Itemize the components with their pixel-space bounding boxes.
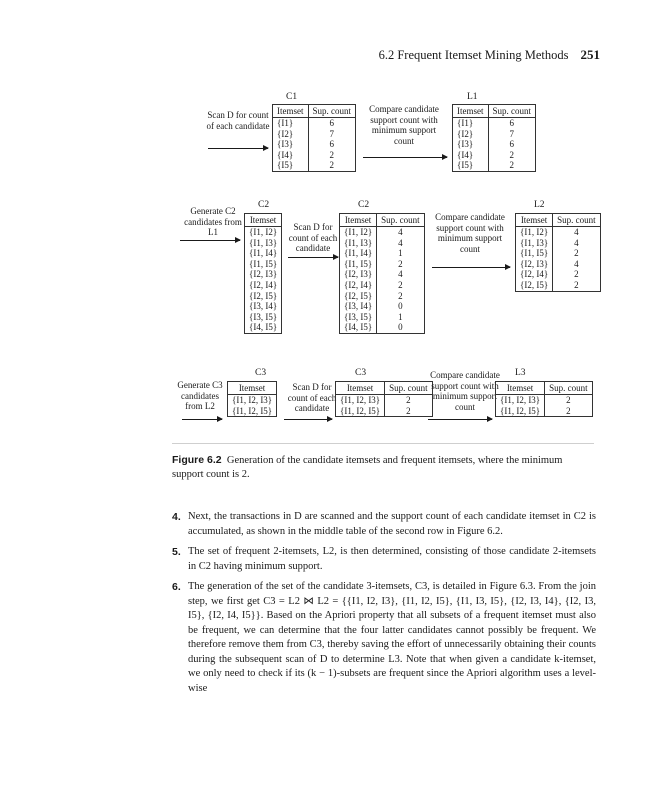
itemset-header: Itemset (228, 382, 277, 395)
scan-label-row3: Scan D for count of each candidate (287, 382, 337, 413)
itemset-cell: {I2, I4} (245, 280, 282, 291)
itemset-cell: {I1, I2, I5} (228, 406, 277, 417)
step-list (172, 510, 596, 702)
generate-label-row3: Generate C3 candidates from L2 (177, 380, 223, 411)
sup-count-header: Sup. count (308, 105, 356, 118)
sup-count-cell: 2 (553, 269, 601, 280)
table-row (245, 322, 282, 333)
table-row (245, 248, 282, 259)
l1-title: L1 (467, 92, 478, 102)
table-header-row (496, 382, 593, 395)
table-header-row (453, 105, 536, 118)
table-header-row (516, 214, 601, 227)
itemset-table (272, 104, 356, 172)
arrow-compare-row3 (428, 419, 492, 420)
itemset-header: Itemset (336, 382, 385, 395)
arrow-scan-row2 (288, 257, 338, 258)
sup-count-cell: 2 (488, 160, 536, 171)
item-text: Next, the transactions in D are scanned and the support count of each candidate itemset in C2 is accumulated, as shown in the middle table of the second row in Figure 6.2. (188, 511, 596, 537)
c3-itemset-table (227, 381, 277, 417)
table-row (453, 118, 536, 129)
c3-title-a: C3 (255, 368, 267, 378)
list-item (172, 580, 596, 696)
section-title: 6.2 Frequent Itemset Mining Methods (378, 48, 569, 62)
arrow-scan-row1 (208, 148, 268, 149)
table-row (516, 280, 601, 291)
sup-count-cell: 1 (377, 248, 425, 259)
itemset-cell: {I2, I3} (516, 259, 553, 270)
table-row (245, 312, 282, 323)
table-row (340, 259, 425, 270)
table-row (245, 227, 282, 238)
table-row (336, 395, 433, 406)
itemset-cell: {I3, I4} (245, 301, 282, 312)
itemset-cell: {I1, I2, I3} (336, 395, 385, 406)
table-row (340, 322, 425, 333)
figure-caption-text: Generation of the candidate itemsets and frequent itemsets, where the minimum support count is 2. (172, 455, 563, 480)
itemset-header: Itemset (453, 105, 489, 118)
itemset-header: Itemset (516, 214, 553, 227)
arrow-scan-row3 (284, 419, 332, 420)
sup-count-cell: 0 (377, 322, 425, 333)
table-row (228, 406, 277, 417)
sup-count-cell: 2 (488, 150, 536, 161)
sup-count-cell: 4 (377, 227, 425, 238)
l1-table (452, 104, 536, 172)
scan-label-row1: Scan D for count of each candidate (206, 110, 270, 131)
itemset-cell: {I3} (453, 139, 489, 150)
table-row (228, 395, 277, 406)
sup-count-cell: 7 (308, 129, 356, 140)
itemset-table (335, 381, 433, 417)
itemset-cell: {I1, I5} (340, 259, 377, 270)
table-row (273, 139, 356, 150)
item-number: 6. (172, 581, 181, 593)
sup-count-cell: 2 (377, 291, 425, 302)
table-row (496, 406, 593, 417)
c2-count-table (339, 213, 425, 334)
sup-count-cell: 6 (488, 139, 536, 150)
sup-count-cell: 2 (308, 160, 356, 171)
sup-count-cell: 4 (553, 238, 601, 249)
sup-count-cell: 4 (377, 238, 425, 249)
arrow-generate-row3 (182, 419, 222, 420)
table-row (340, 269, 425, 280)
itemset-cell: {I1, I4} (245, 248, 282, 259)
itemset-cell: {I1, I2, I5} (336, 406, 385, 417)
itemset-cell: {I1, I2, I5} (496, 406, 545, 417)
itemset-cell: {I2, I3} (340, 269, 377, 280)
itemset-table (227, 381, 277, 417)
itemset-cell: {I2, I4} (340, 280, 377, 291)
list-item (172, 545, 596, 574)
table-row (453, 129, 536, 140)
itemset-cell: {I1, I3} (245, 238, 282, 249)
sup-count-cell: 6 (488, 118, 536, 129)
arrow-compare-row2 (432, 267, 510, 268)
c1-title: C1 (286, 92, 298, 102)
itemset-cell: {I1, I2} (340, 227, 377, 238)
itemset-cell: {I1, I2, I3} (228, 395, 277, 406)
c3-count-table (335, 381, 433, 417)
table-row (273, 150, 356, 161)
table-header-row (273, 105, 356, 118)
sup-count-cell: 6 (308, 139, 356, 150)
arrow-generate-row2 (180, 240, 240, 241)
sup-count-cell: 2 (553, 280, 601, 291)
itemset-table (244, 213, 282, 334)
itemset-cell: {I1} (453, 118, 489, 129)
table-row (516, 248, 601, 259)
page-number: 251 (580, 47, 600, 62)
arrow-compare-row1 (363, 157, 447, 158)
sup-count-cell: 2 (385, 395, 433, 406)
table-row (340, 227, 425, 238)
itemset-table (515, 213, 601, 292)
sup-count-cell: 2 (377, 259, 425, 270)
sup-count-cell: 6 (308, 118, 356, 129)
table-row (516, 238, 601, 249)
l2-table (515, 213, 601, 292)
sup-count-header: Sup. count (377, 214, 425, 227)
c2-title-b: C2 (358, 200, 370, 210)
table-row (273, 160, 356, 171)
sup-count-cell: 2 (545, 395, 593, 406)
sup-count-cell: 2 (553, 248, 601, 259)
c3-title-b: C3 (355, 368, 367, 378)
sup-count-cell: 7 (488, 129, 536, 140)
table-header-row (340, 214, 425, 227)
itemset-header: Itemset (273, 105, 309, 118)
itemset-cell: {I1, I2} (245, 227, 282, 238)
itemset-header: Itemset (496, 382, 545, 395)
table-header-row (228, 382, 277, 395)
c1-table (272, 104, 356, 172)
caption-rule (172, 443, 594, 444)
itemset-cell: {I1, I3} (516, 238, 553, 249)
sup-count-header: Sup. count (553, 214, 601, 227)
itemset-cell: {I4} (273, 150, 309, 161)
itemset-table (339, 213, 425, 334)
table-row (340, 291, 425, 302)
scan-label-row2: Scan D for count of each candidate (288, 222, 338, 253)
table-row (340, 312, 425, 323)
table-row (340, 248, 425, 259)
l3-table (495, 381, 593, 417)
itemset-table (495, 381, 593, 417)
table-row (516, 259, 601, 270)
compare-label-row1: Compare candidate support count with minimum support count (369, 104, 439, 146)
itemset-cell: {I3} (273, 139, 309, 150)
table-header-row (245, 214, 282, 227)
itemset-cell: {I1} (273, 118, 309, 129)
itemset-cell: {I1, I5} (516, 248, 553, 259)
generate-label-row2: Generate C2 candidates from L1 (184, 206, 242, 237)
sup-count-cell: 4 (377, 269, 425, 280)
item-text: The generation of the set of the candidate 3-itemsets, C3, is detailed in Figure 6.3. From the join step, we first get C3 = L2 ⋈ L2 = {{I1, I2, I3}, {I1, I2, I5}, {I1, I3, I5}, {I2, I3, I4}, {I2, I3, I5}, {I2, I4, I5}}. Based on the Apriori property that all subsets of a frequent itemset must also be frequent, we can determine that the four latter candidates cannot possibly be frequent. We therefore remove them from C3, thereby saving the effort of unnecessarily obtaining their counts during the subsequent scan of D to determine L3. Note that when given a candidate k-itemset, we only need to check if its (k − 1)-subsets are frequent since the Apriori algorithm uses a level-wise (188, 581, 596, 694)
table-row (340, 280, 425, 291)
itemset-cell: {I2, I5} (340, 291, 377, 302)
itemset-cell: {I1, I4} (340, 248, 377, 259)
itemset-cell: {I3, I5} (245, 312, 282, 323)
sup-count-cell: 2 (385, 406, 433, 417)
itemset-cell: {I1, I5} (245, 259, 282, 270)
table-row (453, 139, 536, 150)
l2-title: L2 (534, 200, 545, 210)
table-row (245, 301, 282, 312)
table-row (273, 129, 356, 140)
table-row (336, 406, 433, 417)
itemset-cell: {I2} (273, 129, 309, 140)
sup-count-cell: 2 (377, 280, 425, 291)
item-number: 4. (172, 511, 181, 523)
c2-title-a: C2 (258, 200, 270, 210)
table-row (453, 150, 536, 161)
sup-count-header: Sup. count (385, 382, 433, 395)
itemset-cell: {I3, I4} (340, 301, 377, 312)
figure-label: Figure 6.2 (172, 454, 222, 466)
itemset-header: Itemset (245, 214, 282, 227)
table-row (516, 269, 601, 280)
sup-count-cell: 4 (553, 259, 601, 270)
table-row (453, 160, 536, 171)
table-header-row (336, 382, 433, 395)
compare-label-row3: Compare candidate support count with minimum support count (430, 370, 500, 412)
itemset-cell: {I2, I5} (245, 291, 282, 302)
itemset-cell: {I1, I2} (516, 227, 553, 238)
itemset-header: Itemset (340, 214, 377, 227)
itemset-cell: {I3, I5} (340, 312, 377, 323)
itemset-cell: {I1, I2, I3} (496, 395, 545, 406)
figure-caption (172, 453, 596, 482)
sup-count-cell: 1 (377, 312, 425, 323)
table-row (516, 227, 601, 238)
compare-label-row2: Compare candidate support count with minimum support count (435, 212, 505, 254)
itemset-cell: {I1, I3} (340, 238, 377, 249)
item-number: 5. (172, 546, 181, 558)
itemset-cell: {I2, I3} (245, 269, 282, 280)
table-row (340, 238, 425, 249)
table-row (273, 118, 356, 129)
l3-title: L3 (515, 368, 526, 378)
c2-itemset-table (244, 213, 282, 334)
sup-count-cell: 0 (377, 301, 425, 312)
itemset-cell: {I5} (453, 160, 489, 171)
list-item (172, 510, 596, 539)
sup-count-header: Sup. count (488, 105, 536, 118)
table-row (245, 291, 282, 302)
itemset-cell: {I4, I5} (245, 322, 282, 333)
itemset-cell: {I2} (453, 129, 489, 140)
table-row (245, 238, 282, 249)
itemset-cell: {I5} (273, 160, 309, 171)
table-row (245, 280, 282, 291)
itemset-table (452, 104, 536, 172)
sup-count-cell: 2 (545, 406, 593, 417)
sup-count-header: Sup. count (545, 382, 593, 395)
table-row (245, 269, 282, 280)
itemset-cell: {I2, I5} (516, 280, 553, 291)
table-row (245, 259, 282, 270)
itemset-cell: {I4, I5} (340, 322, 377, 333)
sup-count-cell: 4 (553, 227, 601, 238)
sup-count-cell: 2 (308, 150, 356, 161)
running-header (0, 47, 600, 63)
table-row (340, 301, 425, 312)
itemset-cell: {I4} (453, 150, 489, 161)
item-text: The set of frequent 2-itemsets, L2, is then determined, consisting of those candidate 2-itemsets in C2 having minimum support. (188, 546, 596, 572)
itemset-cell: {I2, I4} (516, 269, 553, 280)
table-row (496, 395, 593, 406)
